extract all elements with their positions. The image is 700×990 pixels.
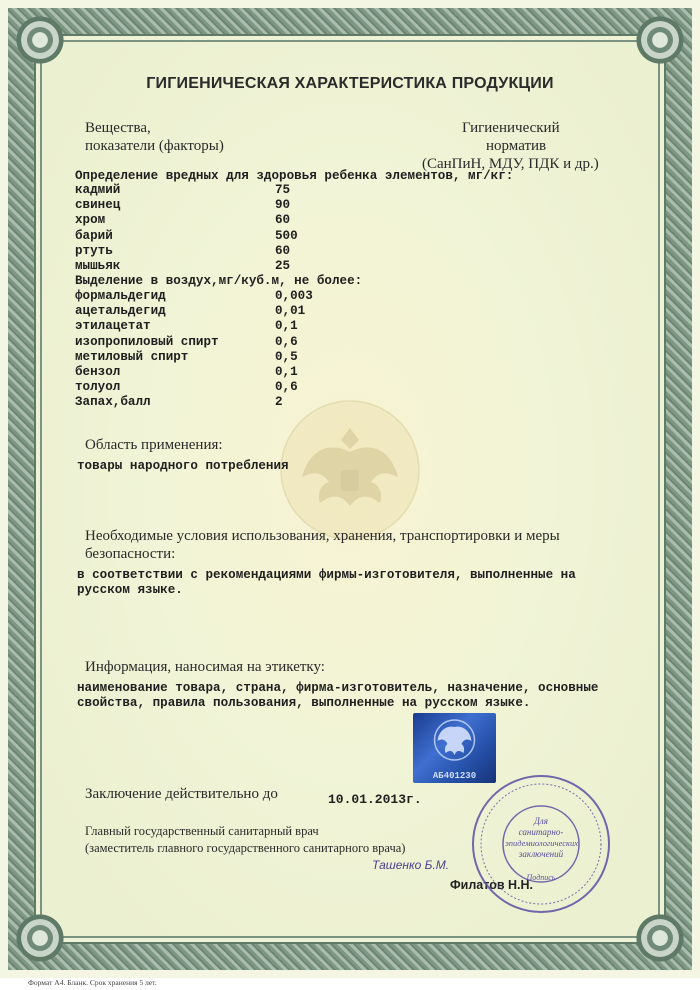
table-row bbox=[75, 395, 535, 410]
norm-value: 0,1 bbox=[275, 319, 298, 334]
corner-ornament-icon bbox=[10, 10, 70, 70]
substance-name: ацетальдегид bbox=[75, 304, 166, 319]
table-row bbox=[75, 304, 535, 319]
coat-of-arms-watermark-icon bbox=[275, 395, 425, 545]
stamp-text: Для bbox=[534, 816, 548, 826]
norm-value: 500 bbox=[275, 228, 298, 243]
column-header-norm: (СанПиН, МДУ, ПДК и др.) bbox=[422, 156, 599, 172]
table-row bbox=[75, 213, 535, 228]
norm-value: 0,01 bbox=[275, 304, 306, 319]
hologram-eagle-icon bbox=[413, 713, 496, 773]
signatory-title: (заместитель главного государственного санитарного врача) bbox=[85, 841, 406, 855]
norm-value: 60 bbox=[275, 243, 291, 258]
norm-value: 0,003 bbox=[275, 289, 313, 303]
table-row bbox=[75, 335, 535, 350]
stamp-text: санитарно- bbox=[518, 827, 564, 837]
label-info-value: свойства, правила пользования, выполненные на русском языке. bbox=[77, 696, 531, 710]
table-row bbox=[75, 244, 535, 259]
norm-value: 0,1 bbox=[275, 365, 298, 379]
column-header-substances: Вещества, bbox=[85, 120, 151, 136]
label-info-value: наименование товара, страна, фирма-изготовитель, назначение, основные bbox=[77, 681, 599, 695]
stamp-text: заключений bbox=[518, 849, 564, 859]
scope-value: товары народного потребления bbox=[77, 459, 289, 473]
norm-value: 25 bbox=[275, 259, 291, 273]
section-heading-elements: Определение вредных для здоровья ребенка элементов, мг/кг: bbox=[75, 169, 514, 183]
hologram-code: АБ401230 bbox=[432, 771, 477, 781]
table-row bbox=[75, 229, 535, 244]
corner-ornament-icon bbox=[10, 908, 70, 968]
substance-name: метиловый спирт bbox=[75, 349, 189, 364]
substance-name: свинец bbox=[75, 198, 121, 213]
signatory-name: Филатов Н.Н. bbox=[450, 878, 533, 892]
table-row bbox=[75, 259, 535, 274]
stamp-signature-caption: Подпись bbox=[526, 873, 556, 882]
handwritten-signature: Ташенко Б.М. bbox=[372, 858, 450, 872]
form-footer: Формат А4. Бланк. Срок хранения 5 лет. bbox=[28, 978, 157, 987]
section-heading-air: Выделение в воздух,мг/куб.м, не более: bbox=[75, 274, 363, 288]
column-header-norm: Гигиенический bbox=[462, 120, 560, 136]
table-row bbox=[75, 289, 535, 304]
norm-value: 0,6 bbox=[275, 334, 298, 349]
norm-value: 75 bbox=[275, 183, 291, 197]
corner-ornament-icon bbox=[630, 908, 690, 968]
norm-value: 2 bbox=[275, 395, 283, 410]
table-row bbox=[75, 350, 535, 365]
substance-name: барий bbox=[75, 228, 113, 243]
norm-value: 0,6 bbox=[275, 380, 298, 395]
table-row bbox=[75, 365, 535, 380]
corner-ornament-icon bbox=[630, 10, 690, 70]
substance-name: формальдегид bbox=[75, 289, 166, 303]
label-info-label: Информация, наносимая на этикетку: bbox=[85, 659, 325, 675]
column-header-substances: показатели (факторы) bbox=[85, 138, 224, 154]
substance-name: Запах,балл bbox=[75, 395, 151, 410]
substance-name: ртуть bbox=[75, 243, 113, 258]
scope-label: Область применения: bbox=[85, 437, 223, 453]
substance-name: хром bbox=[75, 213, 106, 228]
table-row bbox=[75, 183, 535, 198]
substance-name: изопропиловый спирт bbox=[75, 334, 219, 349]
substance-name: бензол bbox=[75, 365, 121, 379]
substance-name: этилацетат bbox=[75, 319, 151, 334]
column-header-norm: норматив bbox=[486, 138, 547, 154]
norm-value: 90 bbox=[275, 198, 291, 213]
validity-label: Заключение действительно до bbox=[85, 786, 278, 802]
conditions-value: в соответствии с рекомендациями фирмы-изготовителя, выполненные на bbox=[77, 568, 576, 582]
signatory-title: Главный государственный санитарный врач bbox=[85, 824, 319, 838]
substance-name: толуол bbox=[75, 380, 121, 395]
conditions-value: русском языке. bbox=[77, 583, 183, 597]
norm-value: 60 bbox=[275, 213, 291, 228]
substance-name: мышьяк bbox=[75, 259, 121, 273]
table-row bbox=[75, 380, 535, 395]
table-row bbox=[75, 198, 535, 213]
validity-date: 10.01.2013г. bbox=[328, 792, 422, 807]
stamp-text: эпидемиологических bbox=[505, 838, 579, 848]
norm-value: 0,5 bbox=[275, 349, 298, 364]
official-stamp bbox=[469, 772, 613, 916]
conditions-label: Необходимые условия использования, хранения, транспортировки и меры bbox=[85, 528, 560, 544]
substance-name: кадмий bbox=[75, 183, 121, 197]
conditions-label: безопасности: bbox=[85, 546, 176, 562]
table-row bbox=[75, 319, 535, 334]
document-title: ГИГИЕНИЧЕСКАЯ ХАРАКТЕРИСТИКА ПРОДУКЦИИ bbox=[146, 75, 554, 92]
